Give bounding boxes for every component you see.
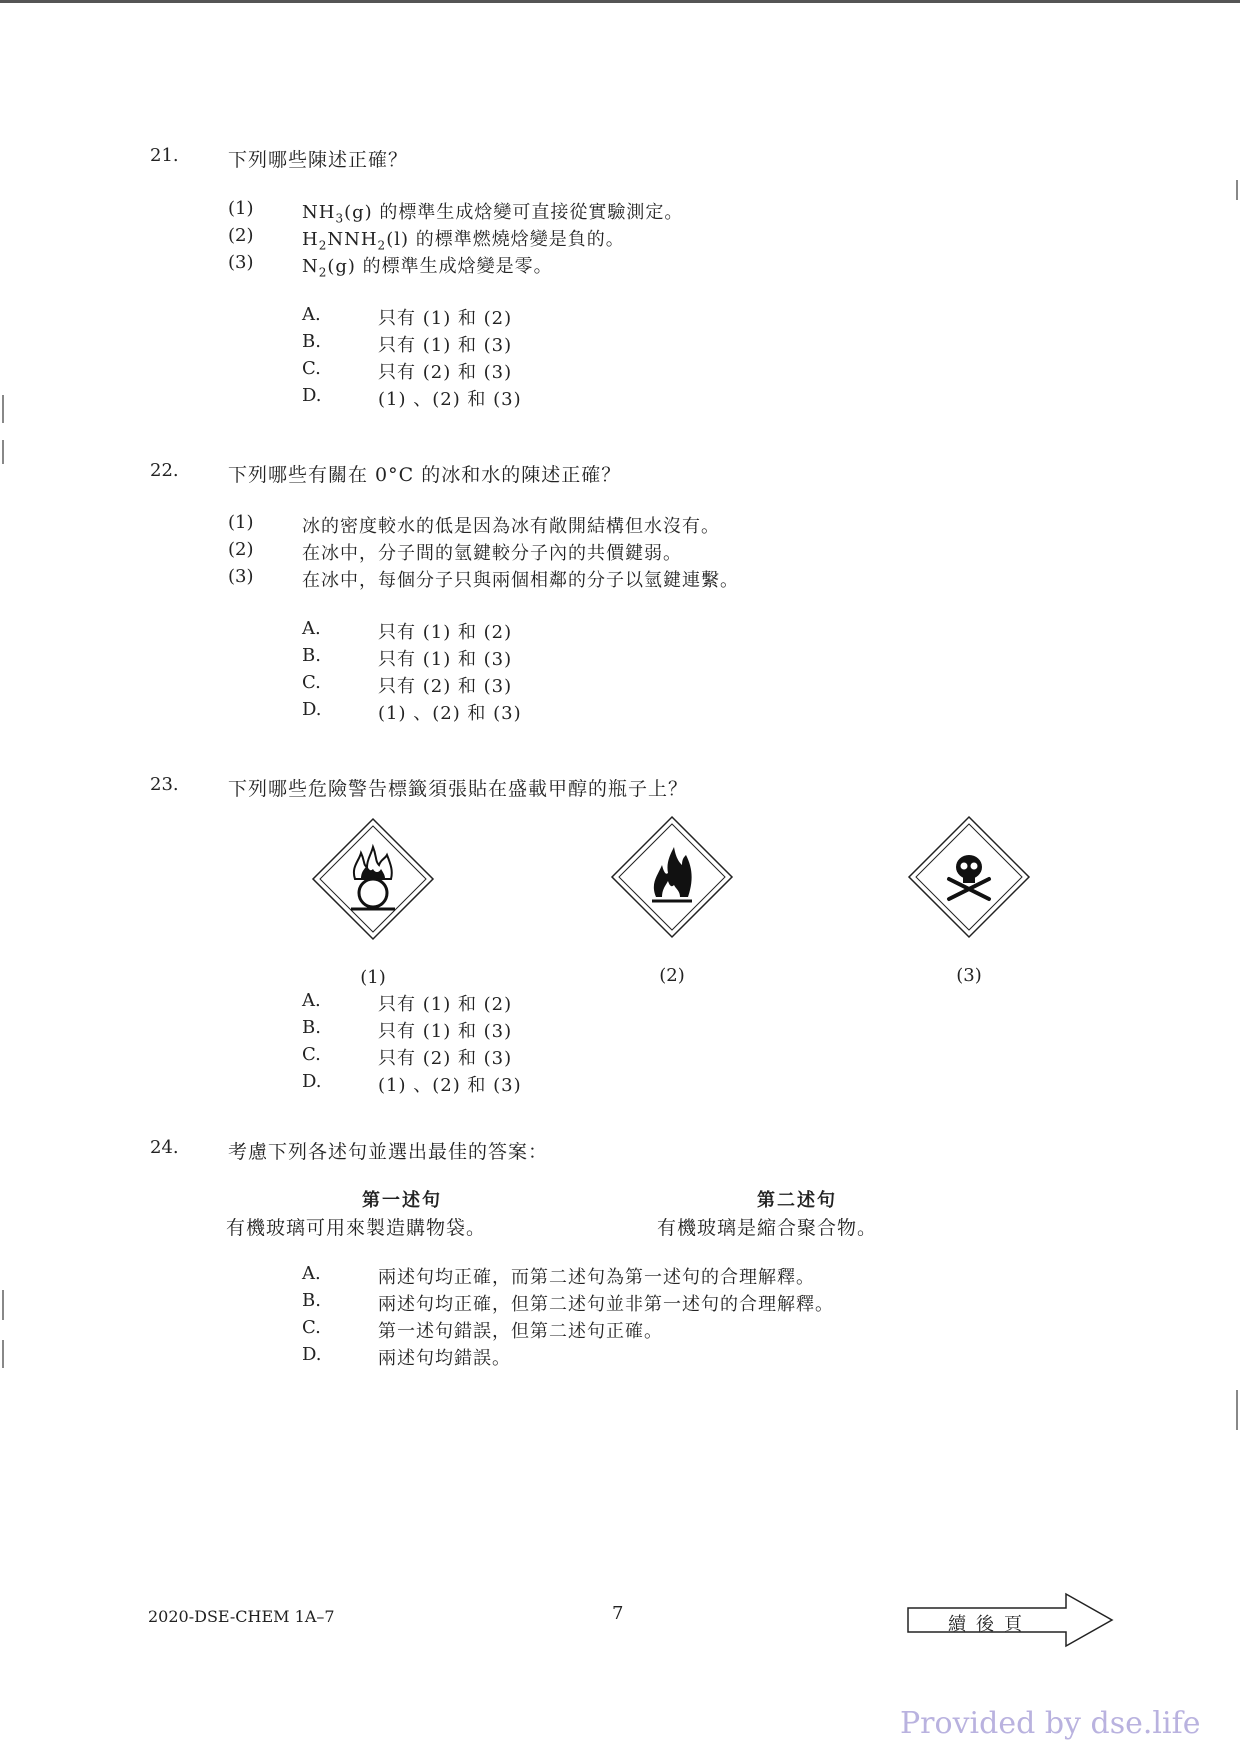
question-prompt: 下列哪些陳述正確？ — [228, 149, 409, 171]
hazard-number: (3) — [956, 965, 982, 986]
page-number: 7 — [612, 1603, 624, 1624]
question-number: 21. — [150, 145, 179, 166]
scan-speck — [2, 1340, 4, 1368]
scan-speck — [1236, 1390, 1238, 1430]
question-number: 24. — [150, 1137, 179, 1158]
statement-text: $H_2NNH_2(l)$ 的標準燃燒焓變是負的。 — [302, 229, 625, 253]
question-prompt: 下列哪些有關在 0°C 的冰和水的陳述正確？ — [228, 464, 622, 486]
second-statement: 有機玻璃是縮合聚合物。 — [657, 1217, 878, 1239]
scan-speck — [2, 395, 4, 423]
toxic-icon — [907, 815, 1031, 939]
watermark: Provided by dse.life — [900, 1706, 1201, 1741]
oxidising-icon — [311, 817, 435, 941]
statement-number: (3) — [228, 252, 254, 273]
question-number: 22. — [150, 460, 179, 481]
paper-code: 2020-DSE-CHEM 1A–7 — [148, 1607, 335, 1626]
scan-speck — [2, 440, 4, 464]
question-number: 23. — [150, 774, 179, 795]
scan-speck — [2, 1290, 4, 1320]
hazard-label-3[interactable] — [907, 815, 1031, 986]
hazard-number: (1) — [360, 967, 386, 988]
question-prompt: 考慮下列各述句並選出最佳的答案： — [228, 1141, 549, 1163]
continue-label: 續後頁 — [948, 1614, 1032, 1635]
page-top-rule — [0, 0, 1240, 3]
hazard-number: (2) — [659, 965, 685, 986]
statement-text: $NH_3(g)$ 的標準生成焓變可直接從實驗測定。 — [302, 202, 684, 226]
first-statement: 有機玻璃可用來製造購物袋。 — [226, 1217, 487, 1239]
statement-number: (1) — [228, 198, 254, 219]
statement-text: $N_2(g)$ 的標準生成焓變是零。 — [302, 256, 553, 280]
second-statement-heading: 第二述句 — [757, 1190, 837, 1211]
flammable-icon — [610, 815, 734, 939]
question-prompt: 下列哪些危險警告標籤須張貼在盛載甲醇的瓶子上？ — [228, 778, 689, 800]
hazard-label-2[interactable] — [610, 815, 734, 986]
first-statement-heading: 第一述句 — [362, 1190, 442, 1211]
scan-speck — [1236, 180, 1238, 200]
hazard-label-1[interactable] — [311, 817, 435, 988]
statement-number: (2) — [228, 225, 254, 246]
